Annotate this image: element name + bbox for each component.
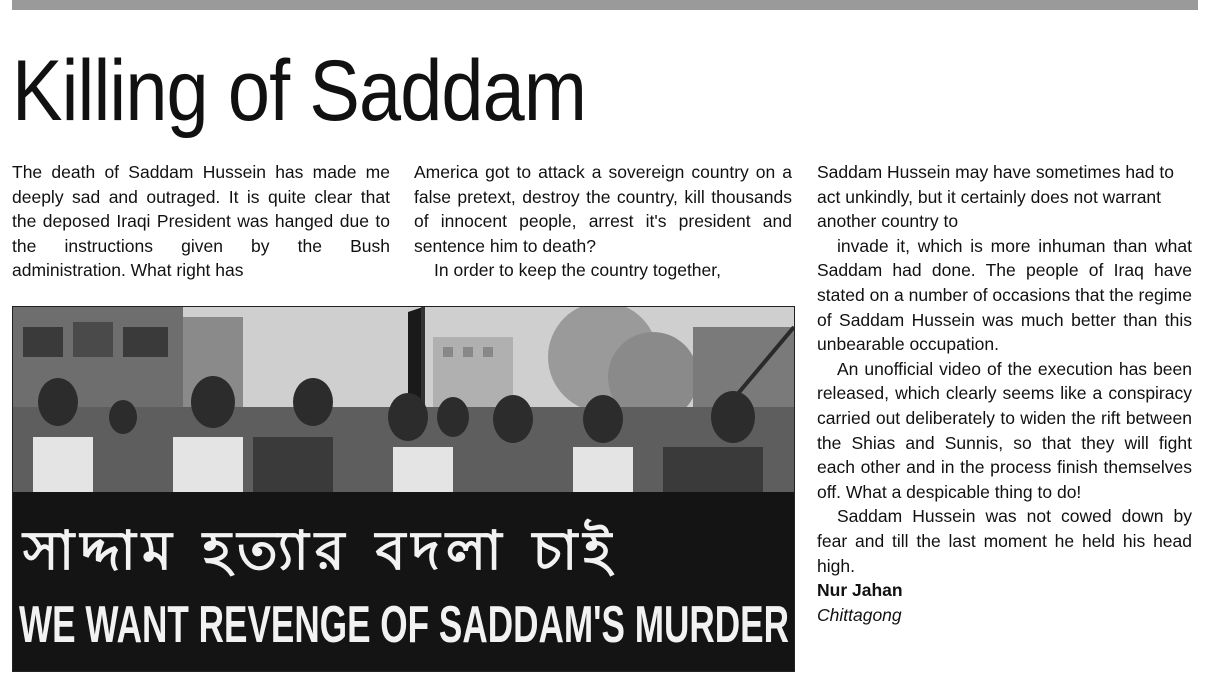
paragraph: invade it, which is more inhuman than what Saddam had done. The people of Iraq have stated on a number of occasions that the regime of Saddam Hussein was much better than this unbearable occupation. xyxy=(817,235,1192,355)
headline: Killing of Saddam xyxy=(12,43,587,139)
paragraph: The death of Saddam Hussein has made me deeply sad and outraged. It is quite clear that the deposed Iraqi President was hanged due to the instructions given by the Bush administration. What right has xyxy=(12,162,390,281)
signature-name: Nur Jahan xyxy=(817,580,903,601)
signature-place: Chittagong xyxy=(817,604,902,625)
column-1 xyxy=(12,160,390,283)
column-3 xyxy=(817,160,1192,627)
column-2 xyxy=(414,160,792,283)
protest-photo-illustration xyxy=(13,307,794,671)
banner-line-1: সাদ্দাম হত্যার বদলা চাই xyxy=(23,519,618,582)
top-rule xyxy=(12,0,1198,10)
paragraph: An unofficial video of the execution has been released, which clearly seems like a conspiracy carried out deliberately to widen the rift between the Shias and Sunnis, so that they will fight each other and in the process finish themselves off. What a despicable thing to do! xyxy=(817,358,1192,502)
banner-line-2: WE WANT REVENGE OF SADDAM'S MURDER xyxy=(19,596,789,654)
paragraph: Saddam Hussein was not cowed down by fear and till the last moment he held his head high. xyxy=(817,506,1192,576)
paragraph: America got to attack a sovereign country on a false pretext, destroy the country, kill thousands of innocent people, arrest it's president and sentence him to death? xyxy=(414,162,792,256)
paragraph: Saddam Hussein may have sometimes had to act unkindly, but it certainly does not warrant another country to xyxy=(817,162,1174,232)
protest-photo xyxy=(12,306,795,672)
paragraph: In order to keep the country together, xyxy=(434,260,721,281)
